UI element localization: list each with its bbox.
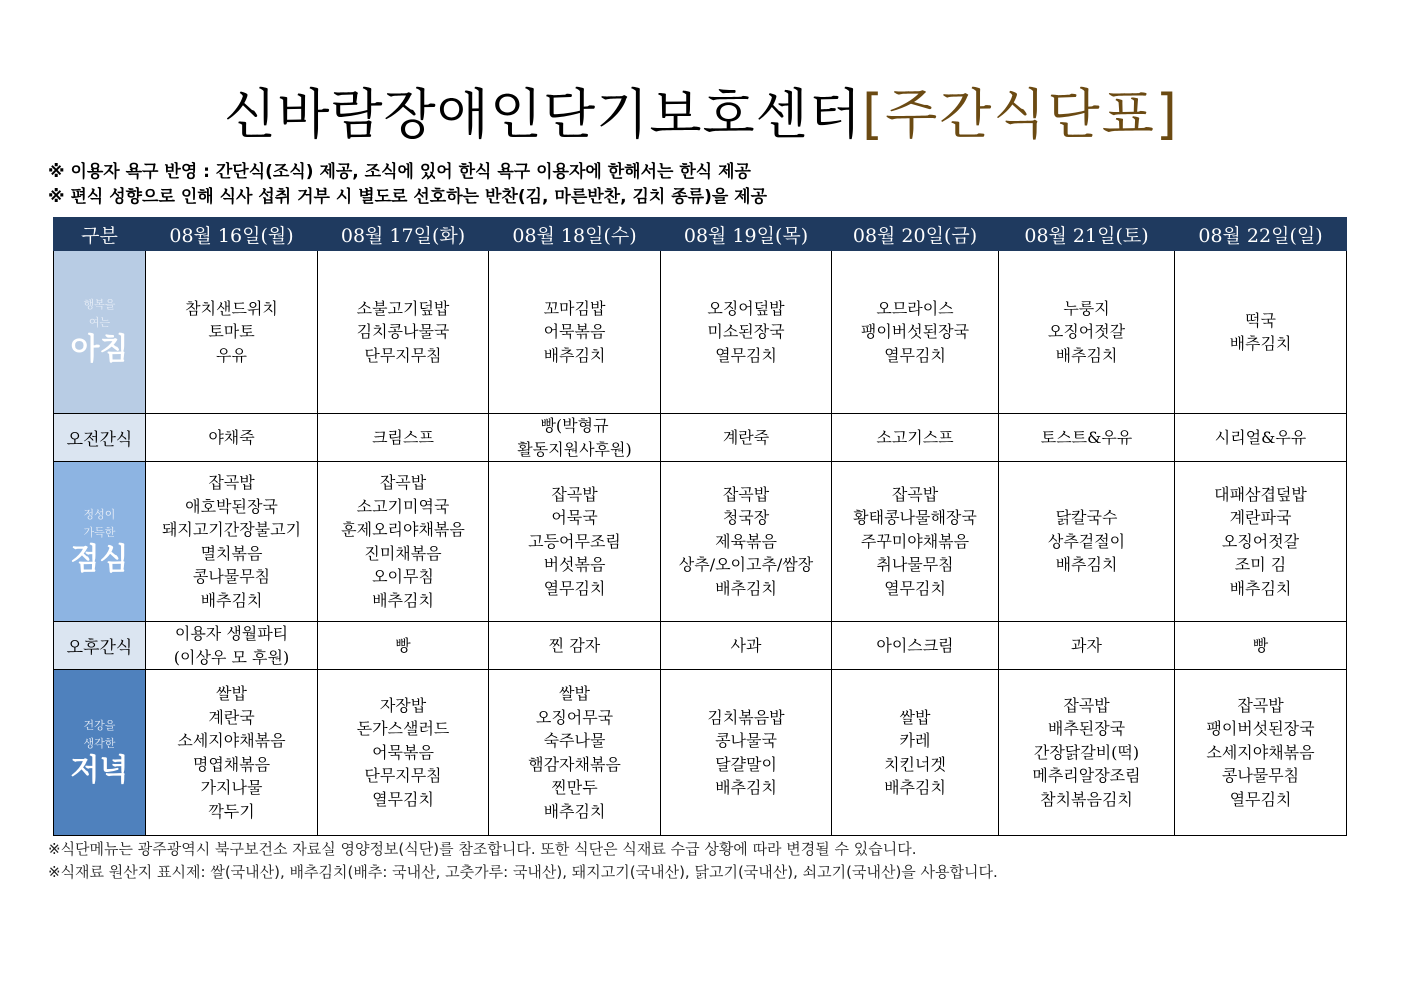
menu-item: 햄감자채볶음 <box>528 754 621 774</box>
row-am-snack <box>54 414 1347 462</box>
menu-item: 어묵국 <box>551 508 598 528</box>
menu-item: 과자 <box>1071 635 1102 655</box>
menu-item: 크림스프 <box>372 427 434 447</box>
menu-cell <box>661 462 832 622</box>
menu-cell <box>489 622 661 670</box>
menu-item: 닭칼국수 <box>1055 508 1118 528</box>
menu-item: 어묵볶음 <box>543 322 606 342</box>
footer-line: ※식단메뉴는 광주광역시 북구보건소 자료실 영양정보(식단)를 참조합니다. 또한 식단은 식재료 수급 상황에 따라 변경될 수 있습니다. <box>48 840 917 858</box>
menu-cell <box>1175 414 1347 462</box>
category-caption: 건강을 <box>83 718 116 732</box>
menu-item: 소세지야채볶음 <box>1206 742 1315 762</box>
menu-cell <box>318 414 489 462</box>
menu-cell <box>1175 670 1347 836</box>
category-caption: 행복을 <box>83 298 116 311</box>
menu-item: 소고기스프 <box>876 427 954 447</box>
menu-item: 배추김치 <box>543 345 606 365</box>
header-day: 08월 16일(월) <box>146 218 318 251</box>
menu-item: 치킨너겟 <box>884 754 946 774</box>
menu-item: 배추김치 <box>1229 578 1292 598</box>
menu-item: 배추김치 <box>372 590 434 610</box>
menu-cell <box>999 414 1175 462</box>
menu-cell <box>318 622 489 670</box>
footer-line: ※식재료 원산지 표시제: 쌀(국내산), 배추김치(배추: 국내산, 고춧가루: 국내산), 돼지고기(국내산), 닭고기(국내산), 쇠고기(국내산)을 사용합니다. <box>48 863 998 881</box>
menu-cell <box>661 414 832 462</box>
row-dinner <box>54 670 1347 836</box>
menu-item: 오징어무국 <box>535 707 614 727</box>
menu-item: 청국장 <box>722 508 770 528</box>
menu-item: 찐 감자 <box>548 635 601 655</box>
menu-item: 취나물무침 <box>876 555 954 575</box>
menu-item: 팽이버섯된장국 <box>1206 719 1315 739</box>
header-category: 구분 <box>54 218 146 251</box>
menu-cell <box>832 414 999 462</box>
menu-item: 빵(박형규 <box>540 416 609 435</box>
menu-item: 명엽채볶음 <box>192 754 271 774</box>
menu-item: 참치샌드위치 <box>185 298 278 318</box>
category-lunch <box>54 462 146 622</box>
category-breakfast <box>54 251 146 414</box>
category-caption: 정성이 <box>83 507 116 521</box>
menu-item: 토마토 <box>208 322 255 342</box>
menu-item: 열무김치 <box>884 345 946 365</box>
menu-cell <box>832 462 999 622</box>
menu-item: 누룽지 <box>1063 298 1110 318</box>
menu-item: 꼬마김밥 <box>543 298 606 318</box>
row-lunch <box>54 462 1347 622</box>
menu-item: 토스트&우유 <box>1040 427 1133 447</box>
menu-cell <box>318 251 489 414</box>
menu-cell <box>318 462 489 622</box>
menu-cell <box>146 414 318 462</box>
menu-item: 잡곡밥 <box>1237 695 1284 715</box>
menu-item: 쌀밥 <box>216 684 247 703</box>
menu-item: 열무김치 <box>715 345 777 365</box>
menu-item: 멸치볶음 <box>200 543 263 563</box>
menu-item: 버섯볶음 <box>543 555 606 575</box>
menu-item: 열무김치 <box>372 789 434 809</box>
menu-item: 황태콩나물해장국 <box>853 508 977 528</box>
menu-item: 단무지무침 <box>364 345 442 365</box>
menu-item: 조미 김 <box>1234 555 1287 575</box>
note-line: ※ 이용자 욕구 반영 : 간단식(조식) 제공, 조식에 있어 한식 욕구 이용자에 한해서는 한식 제공 <box>48 162 751 182</box>
menu-item: 간장닭갈비(떡) <box>1033 742 1140 762</box>
menu-cell <box>489 414 661 462</box>
menu-item: 참치볶음김치 <box>1040 789 1133 809</box>
category-pm-snack: 오후간식 <box>54 622 146 670</box>
menu-cell <box>1175 462 1347 622</box>
footer-notes <box>48 838 998 884</box>
menu-item: 주꾸미야채볶음 <box>860 531 970 551</box>
menu-item: 계란파국 <box>1229 508 1292 528</box>
menu-cell <box>489 670 661 836</box>
menu-item: 상추겉절이 <box>1047 531 1126 551</box>
menu-item: 이용자 생월파티 <box>174 624 289 643</box>
menu-item: 잡곡밥 <box>722 484 770 504</box>
menu-item: 잡곡밥 <box>1063 695 1110 715</box>
menu-cell <box>832 251 999 414</box>
menu-cell <box>999 670 1175 836</box>
menu-item: 대패삼겹덮밥 <box>1214 484 1307 504</box>
menu-item: 잡곡밥 <box>891 484 939 504</box>
menu-item: 야채죽 <box>208 427 255 447</box>
header-day: 08월 19일(목) <box>661 218 832 251</box>
menu-item: 미소된장국 <box>707 322 785 342</box>
category-title: 점심 <box>70 541 129 577</box>
menu-cell <box>661 622 832 670</box>
menu-item: 김치볶음밥 <box>707 707 785 727</box>
header-day: 08월 20일(금) <box>832 218 999 251</box>
category-title: 저녁 <box>70 752 129 788</box>
menu-item: 배추김치 <box>1229 334 1292 353</box>
menu-cell <box>146 622 318 670</box>
category-caption: 여는 <box>88 316 111 329</box>
menu-item: 깍두기 <box>208 801 255 821</box>
menu-cell <box>661 251 832 414</box>
menu-cell <box>999 622 1175 670</box>
weekly-menu-label: [주간식단표] <box>862 83 1179 146</box>
menu-item: 돼지고기간장불고기 <box>161 520 302 539</box>
center-name: 신바람장애인단기보호센터 <box>224 83 862 146</box>
header-day: 08월 18일(수) <box>489 218 661 251</box>
menu-item: 배추된장국 <box>1047 719 1126 739</box>
menu-item: 어묵볶음 <box>372 742 434 762</box>
menu-item: 배추김치 <box>715 578 777 598</box>
note-line: ※ 편식 성향으로 인해 식사 섭취 거부 시 별도로 선호하는 반찬(김, 마른반찬, 김치 종류)을 제공 <box>48 187 768 207</box>
menu-item: 콩나물국 <box>715 731 777 750</box>
menu-item: 쌀밥 <box>899 707 931 727</box>
menu-cell <box>999 251 1175 414</box>
menu-item: 사과 <box>730 635 762 655</box>
menu-item: 잡곡밥 <box>208 473 255 492</box>
menu-item: 시리얼&우유 <box>1214 427 1307 447</box>
menu-item: 오징어젓갈 <box>1221 531 1300 551</box>
menu-item: 배추김치 <box>884 778 946 797</box>
menu-item: 오이무침 <box>372 567 434 586</box>
menu-cell <box>146 670 318 836</box>
menu-cell <box>1175 622 1347 670</box>
menu-item: 자장밥 <box>379 695 427 715</box>
menu-item: 고등어무조림 <box>528 531 621 551</box>
menu-item: 떡국 <box>1245 310 1276 330</box>
menu-item: 상추/오이고추/쌈장 <box>678 555 814 575</box>
menu-item: 돈가스샐러드 <box>356 719 450 739</box>
menu-cell <box>146 462 318 622</box>
menu-item: 콩나물무침 <box>192 567 271 586</box>
menu-item: 카레 <box>899 731 931 750</box>
menu-cell <box>832 622 999 670</box>
menu-item: 배추김치 <box>543 801 606 821</box>
menu-item: 소세지야채볶음 <box>177 731 286 750</box>
menu-item: 팽이버섯된장국 <box>860 322 970 342</box>
menu-item: 찐만두 <box>551 778 598 797</box>
menu-item: 제육볶음 <box>715 531 777 551</box>
category-caption: 가득한 <box>83 525 116 539</box>
page-title <box>0 80 1403 150</box>
header-day: 08월 22일(일) <box>1175 218 1347 251</box>
menu-item: 잡곡밥 <box>379 473 427 492</box>
header-day: 08월 17일(화) <box>318 218 489 251</box>
menu-cell <box>489 251 661 414</box>
menu-item: 오징어젓갈 <box>1047 322 1126 342</box>
menu-item: 우유 <box>216 345 247 365</box>
menu-cell <box>489 462 661 622</box>
menu-item: 콩나물무침 <box>1221 766 1300 786</box>
menu-item: 열무김치 <box>1229 789 1292 809</box>
menu-item: 잡곡밥 <box>551 484 598 504</box>
menu-item: 배추김치 <box>200 590 263 610</box>
menu-cell <box>146 251 318 414</box>
menu-cell <box>1175 251 1347 414</box>
menu-item: 빵 <box>1252 635 1269 655</box>
menu-item: 열무김치 <box>884 578 946 598</box>
menu-item: (이상우 모 후원) <box>173 647 290 667</box>
menu-item: 숙주나물 <box>543 731 606 750</box>
menu-item: 오므라이스 <box>876 298 954 318</box>
menu-item: 배추김치 <box>1055 555 1118 575</box>
category-caption: 생각한 <box>83 736 116 750</box>
menu-cell <box>832 670 999 836</box>
menu-item: 김치콩나물국 <box>356 322 450 342</box>
menu-item: 배추김치 <box>715 778 777 797</box>
menu-item: 소불고기덮밥 <box>356 298 450 318</box>
menu-item: 단무지무침 <box>364 766 442 786</box>
menu-item: 활동지원사후원) <box>517 439 632 459</box>
menu-cell <box>661 670 832 836</box>
category-am-snack: 오전간식 <box>54 414 146 462</box>
menu-item: 계란국 <box>208 707 255 727</box>
category-dinner <box>54 670 146 836</box>
row-pm-snack <box>54 622 1347 670</box>
menu-item: 메추리알장조림 <box>1032 766 1141 786</box>
menu-item: 계란죽 <box>722 427 770 447</box>
menu-item: 빵 <box>395 635 411 655</box>
menu-item: 애호박된장국 <box>185 496 278 516</box>
menu-item: 쌀밥 <box>559 684 590 703</box>
menu-item: 오징어덮밥 <box>707 298 785 318</box>
menu-cell <box>318 670 489 836</box>
category-title: 아침 <box>70 332 129 367</box>
menu-item: 달걀말이 <box>715 754 777 774</box>
menu-item: 아이스크림 <box>876 635 954 655</box>
menu-item: 소고기미역국 <box>356 496 450 516</box>
header-day: 08월 21일(토) <box>999 218 1175 251</box>
menu-cell <box>999 462 1175 622</box>
weekly-menu-table <box>53 217 1347 836</box>
row-breakfast <box>54 251 1347 414</box>
menu-item: 훈제오리야채볶음 <box>341 520 465 539</box>
menu-item: 배추김치 <box>1055 345 1118 365</box>
menu-item: 가지나물 <box>200 778 263 797</box>
notes <box>48 160 767 210</box>
menu-item: 진미채볶음 <box>364 543 442 563</box>
header-row <box>54 218 1347 251</box>
menu-item: 열무김치 <box>543 578 606 598</box>
